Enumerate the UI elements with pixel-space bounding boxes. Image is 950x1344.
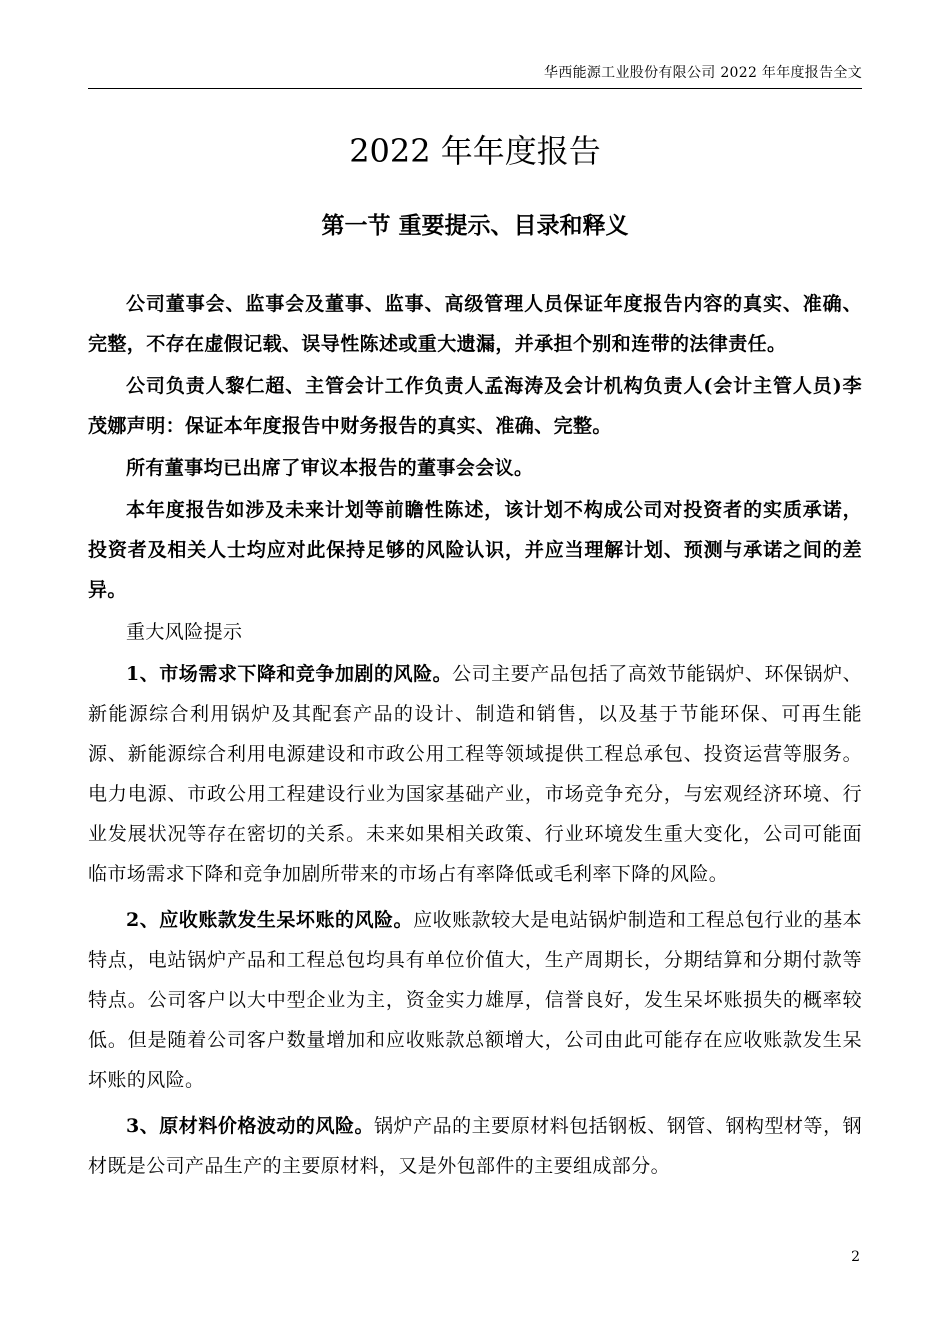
risk-item-heading: 2、应收账款发生呆坏账的风险。 xyxy=(126,909,414,931)
risk-item-text: 应收账款较大是电站锅炉制造和工程总包行业的基本特点，电站锅炉产品和工程总包均具有单位价值大，生产周期长，分期结算和分期付款等特点。公司客户以大中型企业为主，资金实力雄厚，信誉良好，发生呆坏账损失的概率较低。但是随着公司客户数量增加和应收账款总额增大，公司由此可能存在应收账款发生呆坏账的风险。 xyxy=(88,909,862,1091)
risk-section-heading: 重大风险提示 xyxy=(126,621,243,643)
risk-item-market xyxy=(88,654,862,894)
page-number: 2 xyxy=(851,1249,860,1265)
header-divider xyxy=(88,88,862,89)
paragraph-responsible-persons: 公司负责人黎仁超、主管会计工作负责人孟海涛及会计机构负责人(会计主管人员)李茂娜声明：保证本年度报告中财务报告的真实、准确、完整。 xyxy=(88,375,862,437)
running-header: 华西能源工业股份有限公司 2022 年年度报告全文 xyxy=(543,65,862,81)
risk-item-raw-materials xyxy=(88,1106,862,1186)
paragraph-board-guarantee: 公司董事会、监事会及董事、监事、高级管理人员保证年度报告内容的真实、准确、完整，不存在虚假记载、误导性陈述或重大遗漏，并承担个别和连带的法律责任。 xyxy=(88,293,862,355)
risk-item-text: 公司主要产品包括了高效节能锅炉、环保锅炉、新能源综合利用锅炉及其配套产品的设计、制造和销售，以及基于节能环保、可再生能源、新能源综合利用电源建设和市政公用工程等领域提供工程总承包、投资运营等服务。电力电源、市政公用工程建设行业为国家基础产业，市场竞争充分，与宏观经济环境、行业发展状况等存在密切的关系。未来如果相关政策、行业环境发生重大变化，公司可能面临市场需求下降和竞争加剧所带来的市场占有率降低或毛利率下降的风险。 xyxy=(88,663,862,885)
risk-item-heading: 3、原材料价格波动的风险。 xyxy=(126,1115,375,1137)
section-title: 第一节 重要提示、目录和释义 xyxy=(321,212,629,239)
document-body xyxy=(88,284,862,1188)
risk-item-receivables xyxy=(88,900,862,1100)
document-title: 2022 年年度报告 xyxy=(349,132,601,170)
risk-item-text: 锅炉产品的主要原材料包括钢板、钢管、钢构型材等，钢材既是公司产品生产的主要原材料，又是外包部件的主要组成部分。 xyxy=(88,1115,862,1177)
paragraph-forward-looking: 本年度报告如涉及未来计划等前瞻性陈述，该计划不构成公司对投资者的实质承诺，投资者及相关人士均应对此保持足够的风险认识，并应当理解计划、预测与承诺之间的差异。 xyxy=(88,499,862,601)
risk-item-heading: 1、市场需求下降和竞争加剧的风险。 xyxy=(126,663,453,685)
paragraph-directors-attendance: 所有董事均已出席了审议本报告的董事会会议。 xyxy=(126,457,534,479)
